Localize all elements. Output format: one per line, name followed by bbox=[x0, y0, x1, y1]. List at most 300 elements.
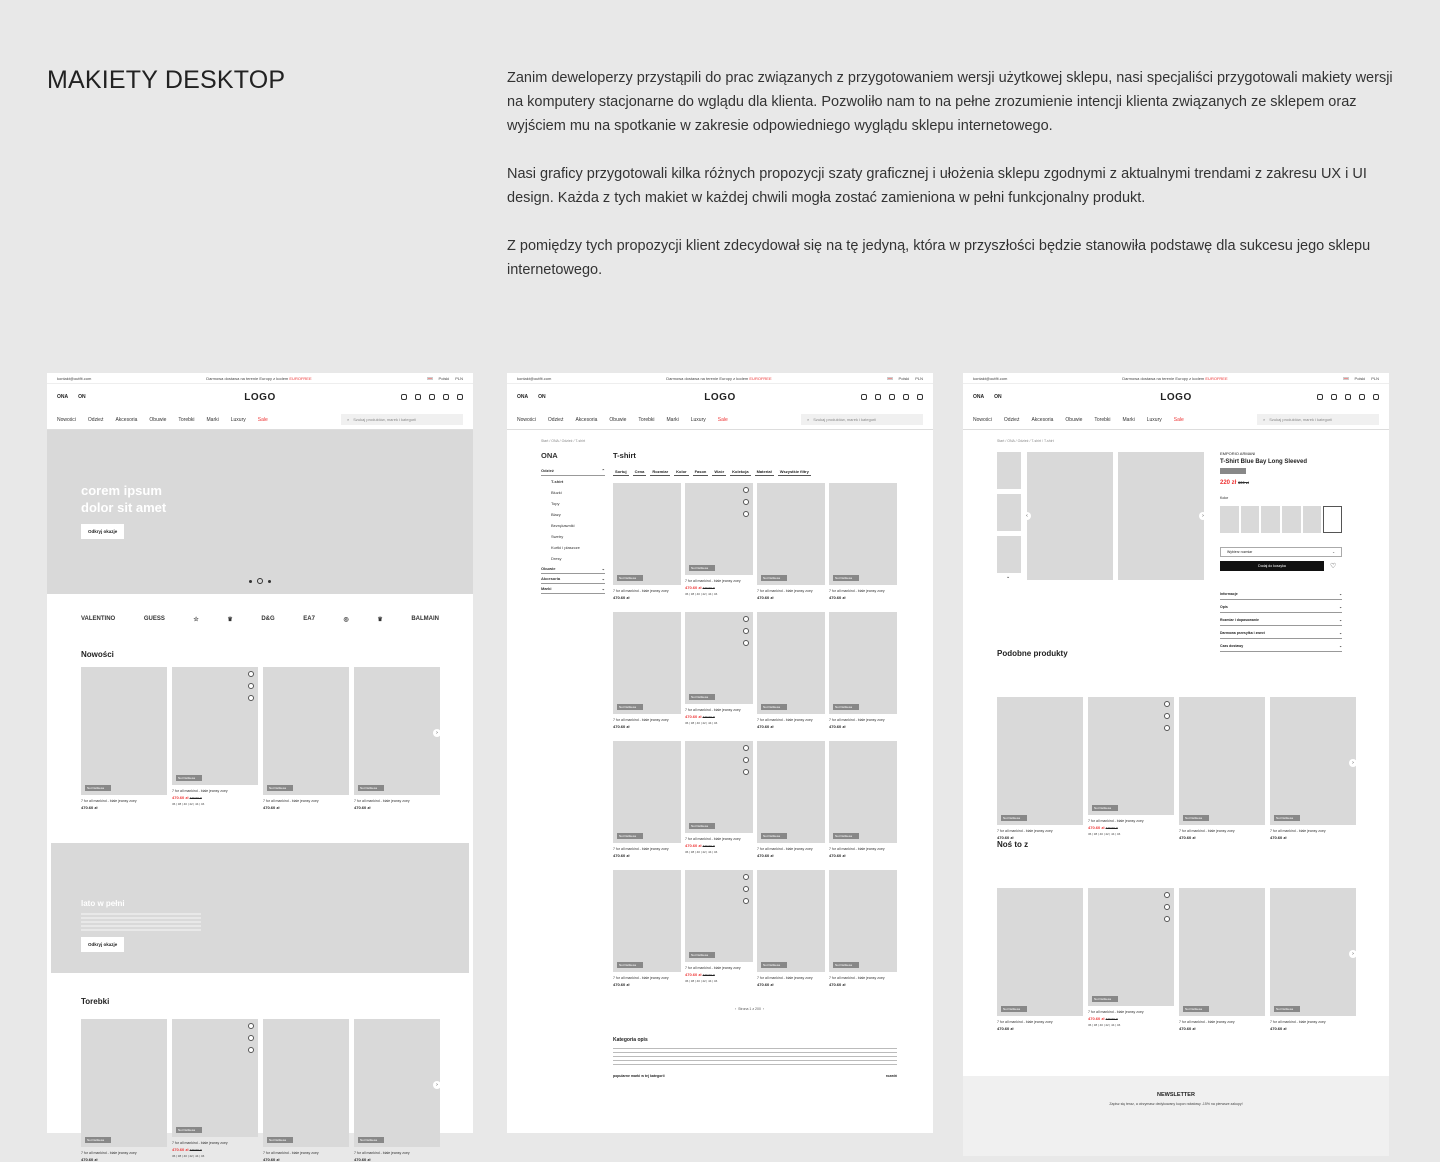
product-image bbox=[354, 1019, 440, 1147]
heart-icon[interactable] bbox=[743, 874, 749, 880]
brand-logo[interactable]: VALENTINO bbox=[81, 616, 116, 622]
product-card[interactable] bbox=[81, 667, 167, 810]
product-tag: Not Delikesa bbox=[1274, 815, 1300, 821]
product-price: 470.60 zł bbox=[1179, 835, 1196, 840]
gender-ona[interactable]: ONA bbox=[517, 394, 529, 400]
product-card[interactable] bbox=[613, 870, 681, 987]
product-card[interactable] bbox=[829, 870, 897, 987]
thumbnail[interactable] bbox=[997, 452, 1021, 489]
product-card[interactable] bbox=[997, 888, 1083, 1031]
intro-text bbox=[507, 66, 1397, 306]
compare-icon[interactable] bbox=[248, 1047, 254, 1053]
product-image bbox=[613, 483, 681, 585]
currency-select[interactable]: PLN bbox=[1371, 375, 1379, 381]
product-price: 470.60 zł bbox=[263, 805, 280, 810]
product-row bbox=[81, 667, 440, 810]
contact-email[interactable]: kontakt@outfit.com bbox=[57, 375, 92, 381]
product-card[interactable] bbox=[172, 1019, 258, 1162]
filter-dropdown[interactable]: Cena bbox=[634, 469, 645, 474]
product-badge bbox=[1220, 468, 1246, 474]
filter-dropdown[interactable]: Wzór bbox=[714, 469, 725, 474]
gender-ona[interactable]: ONA bbox=[57, 394, 69, 400]
product-tag: Not Delikesa bbox=[761, 833, 787, 839]
nav-item[interactable]: Odzież bbox=[1003, 416, 1020, 423]
accordion-item[interactable]: Informacje ⌄ bbox=[1220, 589, 1342, 600]
product-name: 7 for all mankind - białe jeansy zoey bbox=[829, 976, 885, 980]
cart-icon[interactable] bbox=[743, 628, 749, 634]
product-sizes[interactable]: 36 | 38 | 40 | 42 | 44 | 46 bbox=[685, 592, 718, 596]
product-name: 7 for all mankind - białe jeansy zoey bbox=[757, 976, 813, 980]
newsletter-section bbox=[963, 1076, 1389, 1156]
thumbnail[interactable] bbox=[997, 494, 1021, 531]
product-image bbox=[172, 667, 258, 785]
brand-logo[interactable]: EA7 bbox=[303, 616, 315, 622]
product-card[interactable] bbox=[172, 667, 258, 810]
nav-item[interactable]: Marki bbox=[1122, 416, 1135, 423]
product-price: 470.60 zł bbox=[613, 853, 630, 858]
product-price: 470.60 zł bbox=[81, 805, 98, 810]
compare-icon[interactable] bbox=[1164, 916, 1170, 922]
filter-dropdown[interactable]: Sortuj bbox=[615, 469, 627, 474]
product-card[interactable] bbox=[685, 741, 753, 858]
tag-icon[interactable] bbox=[917, 394, 923, 400]
product-tag: Not Delikesa bbox=[617, 962, 643, 968]
brand-logo[interactable]: ◎ bbox=[343, 616, 349, 623]
product-price: 470.60 zł bbox=[757, 853, 774, 858]
product-tag: Not Delikesa bbox=[358, 1137, 384, 1143]
product-brand: EMPORIO ARMANI bbox=[1220, 451, 1256, 456]
carousel-dots[interactable] bbox=[249, 578, 271, 584]
compare-icon[interactable] bbox=[248, 695, 254, 701]
nav-item[interactable]: Nowości bbox=[973, 416, 992, 423]
color-swatches[interactable] bbox=[1220, 506, 1342, 533]
tag-icon[interactable] bbox=[457, 394, 463, 400]
product-card[interactable] bbox=[829, 612, 897, 729]
nav-item[interactable]: Marki bbox=[666, 416, 679, 423]
top-bar bbox=[47, 373, 473, 384]
intro-paragraph: Nasi graficy przygotowali kilka różnych propozycji szaty graficznej i ułożenia sklepu zgodnymi z aktualnymi trendami z zakresu UX i UI design. Każda z tych makiet w każdej chwili mogła zostać zamieniona w pełni funkcjonalny produkt. bbox=[507, 166, 1367, 206]
heart-icon[interactable] bbox=[248, 1023, 254, 1029]
product-tag: Not Delikesa bbox=[358, 785, 384, 791]
product-tag: Not Delikesa bbox=[689, 952, 715, 958]
cart-icon[interactable] bbox=[1164, 904, 1170, 910]
product-price: 470.60 zł bbox=[685, 972, 702, 977]
section-title: Noś to z bbox=[997, 840, 1029, 849]
product-image bbox=[757, 741, 825, 843]
sidebar-item[interactable]: Kurtki i płaszcze bbox=[551, 545, 580, 550]
sidebar-category[interactable]: Akcesoria ⌄ bbox=[541, 574, 605, 584]
product-price: 470.60 zł bbox=[829, 982, 846, 987]
tag-icon[interactable] bbox=[1373, 394, 1379, 400]
product-card[interactable] bbox=[757, 870, 825, 987]
nav-item[interactable]: Luxury bbox=[690, 416, 706, 423]
product-card[interactable] bbox=[1088, 888, 1174, 1031]
product-card[interactable] bbox=[829, 741, 897, 858]
search-input[interactable]: ⌕ Szukaj produktów, marek i kategorii bbox=[341, 414, 463, 425]
sidebar-item[interactable]: Swetry bbox=[551, 534, 564, 539]
size-select[interactable]: Wybierz rozmiar ⌄ bbox=[1220, 547, 1342, 557]
product-tag: Not Delikesa bbox=[176, 1127, 202, 1133]
cart-icon[interactable] bbox=[248, 683, 254, 689]
product-price: 470.60 zł bbox=[613, 595, 630, 600]
search-input[interactable]: ⌕ Szukaj produktów, marek i kategorii bbox=[801, 414, 923, 425]
product-card[interactable] bbox=[613, 483, 681, 600]
product-sizes[interactable]: 36 | 38 | 40 | 42 | 44 | 46 bbox=[685, 850, 718, 854]
user-icon[interactable] bbox=[401, 394, 407, 400]
banner-button[interactable]: Odkryj okazje bbox=[81, 937, 124, 952]
nav-item[interactable]: Obuwie bbox=[609, 416, 627, 423]
user-icon[interactable] bbox=[1317, 394, 1323, 400]
product-image bbox=[829, 483, 897, 585]
product-price: 470.60 zł bbox=[613, 724, 630, 729]
sidebar-item[interactable]: Bluzki bbox=[551, 490, 562, 495]
heart-icon[interactable] bbox=[248, 671, 254, 677]
sidebar-category[interactable]: Obuwie ⌄ bbox=[541, 564, 605, 574]
user-icon[interactable] bbox=[861, 394, 867, 400]
product-card[interactable] bbox=[757, 741, 825, 858]
top-bar bbox=[507, 373, 933, 384]
old-price: 470.60 zł bbox=[189, 1148, 202, 1152]
product-tag: Not Delikesa bbox=[1092, 805, 1118, 811]
product-details bbox=[1220, 451, 1342, 654]
product-tag: Not Delikesa bbox=[267, 1137, 293, 1143]
product-price: 470.60 zł bbox=[829, 595, 846, 600]
add-to-cart-button[interactable]: Dodaj do koszyka bbox=[1220, 561, 1324, 571]
product-name: 7 for all mankind - białe jeansy zoey bbox=[757, 847, 813, 851]
currency-select[interactable]: PLN bbox=[455, 375, 463, 381]
product-sizes[interactable]: 36 | 38 | 40 | 42 | 44 | 46 bbox=[1088, 832, 1121, 836]
product-image bbox=[354, 667, 440, 795]
product-card[interactable] bbox=[685, 870, 753, 987]
product-card[interactable] bbox=[263, 1019, 349, 1162]
product-card[interactable] bbox=[757, 483, 825, 600]
nav-item-sale[interactable]: Sale bbox=[257, 416, 268, 423]
filter-bar bbox=[613, 468, 811, 476]
description-text bbox=[613, 1048, 897, 1066]
compare-icon[interactable] bbox=[743, 640, 749, 646]
popular-brands-link[interactable]: popularne marki w tej kategorii bbox=[613, 1074, 665, 1078]
phone-icon[interactable] bbox=[903, 394, 909, 400]
bag-icon[interactable] bbox=[1331, 394, 1337, 400]
language-select[interactable]: Polski bbox=[898, 375, 910, 381]
product-image bbox=[172, 1019, 258, 1137]
product-price: 470.60 zł bbox=[172, 1147, 189, 1152]
product-tag: Not Delikesa bbox=[833, 575, 859, 581]
product-price: 470.60 zł bbox=[685, 714, 702, 719]
product-price: 470.60 zł bbox=[1088, 1016, 1105, 1021]
flag-icon bbox=[1343, 377, 1349, 380]
language-select[interactable]: Polski bbox=[1354, 375, 1366, 381]
product-price: 470.60 zł bbox=[354, 1157, 371, 1162]
expand-link[interactable]: rozwiń bbox=[885, 1074, 897, 1078]
category-sidebar bbox=[541, 451, 605, 594]
filter-dropdown[interactable]: Kolekcja bbox=[732, 469, 749, 474]
nav-item[interactable]: Nowości bbox=[517, 416, 536, 423]
product-tag: Not Delikesa bbox=[617, 575, 643, 581]
accordion-item[interactable]: Rozmiar i dopasowanie ⌄ bbox=[1220, 615, 1342, 626]
product-name: 7 for all mankind - białe jeansy zoey bbox=[757, 718, 813, 722]
chevron-right-icon[interactable]: › bbox=[1349, 950, 1357, 958]
search-input[interactable]: ⌕ Szukaj produktów, marek i kategorii bbox=[1257, 414, 1379, 425]
sidebar-item[interactable]: Dresy bbox=[551, 556, 562, 561]
product-image bbox=[613, 870, 681, 972]
sidebar-item[interactable]: T-shirt bbox=[551, 479, 564, 484]
product-tag: Not Delikesa bbox=[833, 962, 859, 968]
heart-icon[interactable] bbox=[743, 616, 749, 622]
product-tag: Not Delikesa bbox=[1183, 1006, 1209, 1012]
product-image bbox=[997, 888, 1083, 1016]
contact-email[interactable]: kontakt@outfit.com bbox=[973, 375, 1008, 381]
product-image bbox=[1118, 452, 1204, 580]
filter-dropdown[interactable]: Materiał bbox=[756, 469, 772, 474]
main-nav bbox=[963, 410, 1389, 430]
filter-dropdown[interactable]: Wszystkie filtry bbox=[779, 469, 809, 474]
shipping-info: Darmowa dostawa na terenie Europy z kodem EUROFREE bbox=[666, 375, 772, 381]
nav-item[interactable]: Obuwie bbox=[149, 416, 167, 423]
product-price: 470.60 zł bbox=[685, 585, 702, 590]
product-name: 7 for all mankind - białe jeansy zoey bbox=[685, 966, 741, 970]
filter-dropdown[interactable]: Rozmiar bbox=[652, 469, 669, 474]
logo[interactable]: LOGO bbox=[704, 391, 736, 403]
section-title: Podobne produkty bbox=[997, 649, 1068, 658]
product-sizes[interactable]: 36 | 38 | 40 | 42 | 44 | 46 bbox=[685, 721, 718, 725]
accordion-item[interactable]: Czas dostawy ⌄ bbox=[1220, 641, 1342, 652]
heart-icon[interactable] bbox=[1164, 892, 1170, 898]
product-card[interactable] bbox=[1179, 888, 1265, 1031]
heart-icon[interactable]: ♡ bbox=[1330, 563, 1337, 570]
product-image bbox=[263, 1019, 349, 1147]
nav-item[interactable]: Torebki bbox=[1094, 416, 1111, 423]
chevron-down-icon[interactable]: ⌄ bbox=[1006, 574, 1011, 580]
banner-title: lato w pełni bbox=[81, 899, 125, 908]
product-price: 470.60 zł bbox=[997, 1026, 1014, 1031]
product-image bbox=[1027, 452, 1113, 580]
product-image bbox=[1270, 888, 1356, 1016]
nav-item[interactable]: Torebki bbox=[638, 416, 655, 423]
cart-icon[interactable] bbox=[1164, 713, 1170, 719]
banner-text bbox=[81, 913, 201, 931]
product-name: 7 for all mankind - białe jeansy zoey bbox=[1179, 829, 1235, 833]
nav-item[interactable]: Obuwie bbox=[1065, 416, 1083, 423]
product-price: 470.60 zł bbox=[172, 795, 189, 800]
gender-on[interactable]: ON bbox=[538, 394, 546, 400]
product-tag: Not Delikesa bbox=[85, 785, 111, 791]
product-image bbox=[685, 483, 753, 575]
logo[interactable]: LOGO bbox=[1160, 391, 1192, 403]
old-price: 470.60 zł bbox=[1105, 1017, 1118, 1021]
product-image bbox=[757, 483, 825, 585]
product-image bbox=[757, 612, 825, 714]
product-card[interactable] bbox=[685, 483, 753, 600]
hero-button[interactable]: Odkryj okazje bbox=[81, 524, 124, 539]
product-tag: Not Delikesa bbox=[761, 962, 787, 968]
phone-icon[interactable] bbox=[1359, 394, 1365, 400]
old-price: 470.60 zł bbox=[702, 973, 715, 977]
header bbox=[963, 384, 1389, 410]
breadcrumb[interactable]: Start / ONA / Odzież / T-shirt bbox=[541, 439, 586, 443]
nav-item[interactable]: Akcesoria bbox=[575, 416, 598, 423]
product-sizes[interactable]: 36 | 38 | 40 | 42 | 44 | 46 bbox=[172, 802, 205, 806]
product-card[interactable] bbox=[1270, 697, 1356, 840]
compare-icon[interactable] bbox=[1164, 725, 1170, 731]
product-card[interactable] bbox=[81, 1019, 167, 1162]
main-nav bbox=[47, 410, 473, 430]
heart-icon[interactable] bbox=[429, 394, 435, 400]
product-card[interactable] bbox=[997, 697, 1083, 840]
brand-logo[interactable]: ♛ bbox=[377, 616, 383, 623]
product-image bbox=[1179, 697, 1265, 825]
product-price: 470.60 zł bbox=[613, 982, 630, 987]
nav-item[interactable]: Odzież bbox=[87, 416, 104, 423]
heart-icon[interactable] bbox=[1164, 701, 1170, 707]
cart-icon[interactable] bbox=[248, 1035, 254, 1041]
product-card[interactable] bbox=[354, 1019, 440, 1162]
gender-on[interactable]: ON bbox=[78, 394, 86, 400]
currency-select[interactable]: PLN bbox=[915, 375, 923, 381]
product-image bbox=[81, 667, 167, 795]
sidebar-item[interactable]: Blazy bbox=[551, 512, 561, 517]
brand-logo[interactable]: ☆ bbox=[193, 616, 199, 623]
sidebar-item[interactable]: Topy bbox=[551, 501, 560, 506]
nav-item-sale[interactable]: Sale bbox=[717, 416, 728, 423]
product-price: 470.60 zł bbox=[757, 982, 774, 987]
chevron-left-icon[interactable]: ‹ bbox=[1023, 512, 1031, 520]
nav-item[interactable]: Odzież bbox=[547, 416, 564, 423]
product-price: 470.60 zł bbox=[829, 853, 846, 858]
product-card[interactable] bbox=[685, 612, 753, 729]
product-tag: Not Delikesa bbox=[761, 575, 787, 581]
product-card[interactable] bbox=[1270, 888, 1356, 1031]
bag-icon[interactable] bbox=[415, 394, 421, 400]
chevron-right-icon[interactable]: › bbox=[1349, 759, 1357, 767]
brand-logo[interactable]: GUESS bbox=[143, 616, 165, 622]
product-row bbox=[613, 483, 897, 600]
old-price: 470.60 zł bbox=[702, 586, 715, 590]
thumbnail[interactable] bbox=[997, 536, 1021, 573]
product-image bbox=[81, 1019, 167, 1147]
nav-item[interactable]: Akcesoria bbox=[1031, 416, 1054, 423]
product-card[interactable] bbox=[613, 741, 681, 858]
section-title: Torebki bbox=[81, 997, 110, 1006]
product-row bbox=[997, 888, 1356, 1031]
heart-icon[interactable] bbox=[1345, 394, 1351, 400]
product-price: 470.60 zł bbox=[1088, 825, 1105, 830]
chevron-right-icon[interactable]: › bbox=[433, 1081, 441, 1089]
product-card[interactable] bbox=[263, 667, 349, 810]
product-row bbox=[81, 1019, 440, 1162]
filter-dropdown[interactable]: Fason bbox=[694, 469, 707, 474]
accordion-item[interactable]: Opis ⌄ bbox=[1220, 602, 1342, 613]
cart-icon[interactable] bbox=[743, 499, 749, 505]
chevron-right-icon[interactable]: › bbox=[1199, 512, 1207, 520]
pagination[interactable]: ‹ Strona 1 z 200 › bbox=[735, 1007, 765, 1011]
gender-on[interactable]: ON bbox=[994, 394, 1002, 400]
product-image bbox=[1270, 697, 1356, 825]
accordion-item[interactable]: Darmowa przesyłka i zwrot ⌄ bbox=[1220, 628, 1342, 639]
nav-item[interactable]: Marki bbox=[206, 416, 219, 423]
product-tag: Not Delikesa bbox=[689, 823, 715, 829]
heart-icon[interactable] bbox=[889, 394, 895, 400]
compare-icon[interactable] bbox=[743, 511, 749, 517]
product-price: 470.60 zł bbox=[685, 843, 702, 848]
product-name: 7 for all mankind - białe jeansy zoey bbox=[829, 718, 885, 722]
flag-icon bbox=[887, 377, 893, 380]
product-name: 7 for all mankind - białe jeansy zoey bbox=[1088, 819, 1144, 823]
product-image bbox=[685, 870, 753, 962]
product-sizes[interactable]: 36 | 38 | 40 | 42 | 44 | 46 bbox=[685, 979, 718, 983]
sidebar-category[interactable]: Marki ⌄ bbox=[541, 584, 605, 594]
nav-item[interactable]: Nowości bbox=[57, 416, 76, 423]
logo[interactable]: LOGO bbox=[244, 391, 276, 403]
product-price: 470.60 zł bbox=[757, 595, 774, 600]
product-image bbox=[829, 741, 897, 843]
brand-logo[interactable]: D&G bbox=[261, 616, 275, 622]
cart-icon[interactable] bbox=[743, 886, 749, 892]
nav-item[interactable]: Luxury bbox=[230, 416, 246, 423]
heart-icon[interactable] bbox=[743, 487, 749, 493]
product-card[interactable] bbox=[829, 483, 897, 600]
sidebar-category[interactable]: Odzież ⌃ bbox=[541, 466, 605, 476]
nav-item[interactable]: Akcesoria bbox=[115, 416, 138, 423]
brand-logo[interactable]: ♛ bbox=[227, 616, 233, 623]
contact-email[interactable]: kontakt@outfit.com bbox=[517, 375, 552, 381]
flag-icon bbox=[427, 377, 433, 380]
product-card[interactable] bbox=[1179, 697, 1265, 840]
brand-logo[interactable]: BALMAIN bbox=[411, 616, 439, 622]
gender-ona[interactable]: ONA bbox=[973, 394, 985, 400]
product-card[interactable] bbox=[613, 612, 681, 729]
nav-item-sale[interactable]: Sale bbox=[1173, 416, 1184, 423]
product-price: 470.60 zł bbox=[1270, 835, 1287, 840]
header bbox=[507, 384, 933, 410]
bag-icon[interactable] bbox=[875, 394, 881, 400]
old-price: 470.60 zł bbox=[702, 844, 715, 848]
compare-icon[interactable] bbox=[743, 898, 749, 904]
page-title: MAKIETY DESKTOP bbox=[47, 66, 286, 94]
top-bar bbox=[963, 373, 1389, 384]
product-sizes[interactable]: 36 | 38 | 40 | 42 | 44 | 46 bbox=[1088, 1023, 1121, 1027]
product-card[interactable] bbox=[757, 612, 825, 729]
nav-item[interactable]: Torebki bbox=[178, 416, 195, 423]
product-name: 7 for all mankind - białe jeansy zoey bbox=[1088, 1010, 1144, 1014]
product-name: 7 for all mankind - białe jeansy zoey bbox=[263, 1151, 319, 1155]
intro-paragraph: Z pomiędzy tych propozycji klient zdecydował się na tę jedyną, która w przyszłości będzie stanowiła podstawę dla sukcesu jego sklepu internetowego. bbox=[507, 238, 1371, 278]
nav-item[interactable]: Luxury bbox=[1146, 416, 1162, 423]
breadcrumb[interactable]: Start / ONA / Odzież / T-shirt / T-shirt bbox=[997, 439, 1054, 443]
product-name: 7 for all mankind - białe jeansy zoey bbox=[354, 799, 410, 803]
phone-icon[interactable] bbox=[443, 394, 449, 400]
shipping-info: Darmowa dostawa na terenie Europy z kodem EUROFREE bbox=[1122, 375, 1228, 381]
compare-icon[interactable] bbox=[743, 769, 749, 775]
product-card[interactable] bbox=[354, 667, 440, 810]
sidebar-item[interactable]: Bezrękawniki bbox=[551, 523, 575, 528]
product-accordion bbox=[1220, 589, 1342, 652]
filter-dropdown[interactable]: Kolor bbox=[676, 469, 687, 474]
product-price: 470.60 zł bbox=[1270, 1026, 1287, 1031]
product-name: 7 for all mankind - białe jeansy zoey bbox=[1179, 1020, 1235, 1024]
product-tag: Not Delikesa bbox=[761, 704, 787, 710]
product-image bbox=[685, 612, 753, 704]
product-sizes[interactable]: 36 | 38 | 40 | 42 | 44 | 46 bbox=[172, 1154, 205, 1158]
chevron-right-icon[interactable]: › bbox=[433, 729, 441, 737]
old-price: 470.60 zł bbox=[189, 796, 202, 800]
product-card[interactable] bbox=[1088, 697, 1174, 840]
product-name: 7 for all mankind - białe jeansy zoey bbox=[1270, 829, 1326, 833]
heart-icon[interactable] bbox=[743, 745, 749, 751]
description-title: Kategoria opis bbox=[613, 1037, 648, 1043]
language-select[interactable]: Polski bbox=[438, 375, 450, 381]
cart-icon[interactable] bbox=[743, 757, 749, 763]
